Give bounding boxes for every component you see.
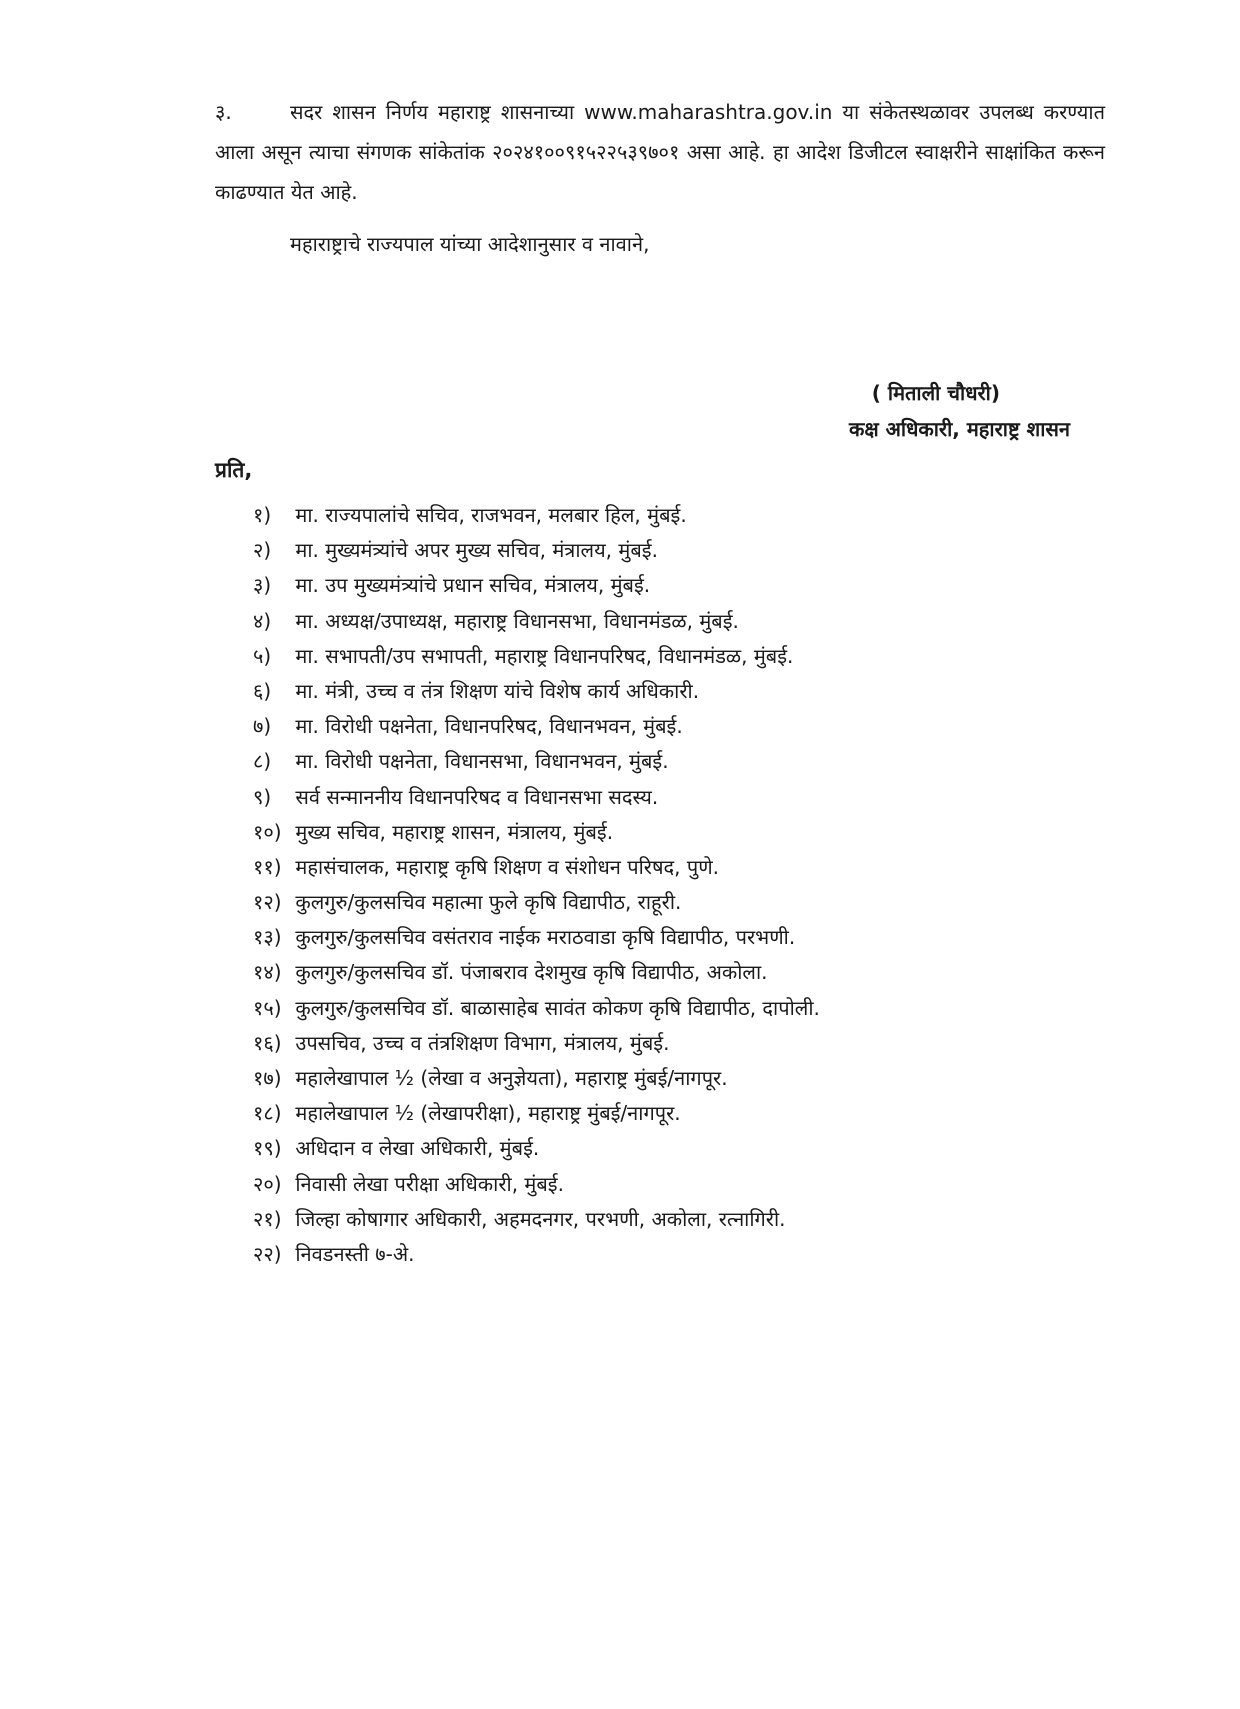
- recipient-text: सर्व सन्माननीय विधानपरिषद व विधानसभा सदस्य.: [295, 784, 659, 809]
- paragraph-3: [215, 92, 1105, 212]
- recipients-heading: प्रति,: [215, 458, 253, 482]
- recipient-number: ११): [253, 854, 282, 879]
- recipient-number: २०): [253, 1171, 282, 1196]
- recipient-number: ५): [253, 643, 272, 668]
- recipient-number: १): [253, 503, 272, 527]
- recipient-text: कुलगुरु/कुलसचिव महात्मा फुले कृषि विद्यापीठ, राहूरी.: [295, 890, 682, 915]
- recipient-item: [253, 815, 820, 850]
- recipient-text: मा. मंत्री, उच्च व तंत्र शिक्षण यांचे विशेष कार्य अधिकारी.: [295, 678, 700, 703]
- recipient-text: अधिदान व लेखा अधिकारी, मुंबई.: [295, 1136, 540, 1161]
- recipient-number: २२): [253, 1241, 282, 1266]
- recipient-text: उपसचिव, उच्च व तंत्रशिक्षण विभाग, मंत्रालय, मुंबई.: [295, 1030, 670, 1055]
- recipient-text: मा. उप मुख्यमंत्र्यांचे प्रधान सचिव, मंत्रालय, मुंबई.: [295, 573, 651, 598]
- recipient-text: महालेखापाल ½ (लेखा व अनुज्ञेयता), महाराष्ट्र मुंबई/नागपूर.: [295, 1066, 728, 1090]
- recipient-number: ८): [253, 749, 272, 774]
- recipient-number: १७): [253, 1066, 282, 1090]
- recipient-text: मा. सभापती/उप सभापती, महाराष्ट्र विधानपरिषद, विधानमंडळ, मुंबई.: [295, 643, 794, 668]
- recipient-item: [253, 780, 820, 815]
- recipient-number: १८): [253, 1101, 282, 1126]
- recipient-item: [253, 1026, 820, 1061]
- signatory-name: ( मिताली चौधरी): [871, 381, 1000, 405]
- recipient-text: निवासी लेखा परीक्षा अधिकारी, मुंबई.: [295, 1171, 564, 1196]
- recipient-item: [253, 674, 820, 709]
- recipient-text: मुख्य सचिव, महाराष्ट्र शासन, मंत्रालय, मुंबई.: [295, 819, 614, 844]
- recipient-number: १४): [253, 960, 282, 985]
- recipient-text: मा. अध्यक्ष/उपाध्यक्ष, महाराष्ट्र विधानसभा, विधानमंडळ, मुंबई.: [295, 608, 739, 633]
- recipient-number: १६): [253, 1030, 282, 1055]
- recipient-text: कुलगुरु/कुलसचिव डॉ. बाळासाहेब सावंत कोकण कृषि विद्यापीठ, दापोली.: [295, 995, 820, 1020]
- recipient-number: ९): [253, 784, 272, 809]
- recipient-text: मा. मुख्यमंत्र्यांचे अपर मुख्य सचिव, मंत्रालय, मुंबई.: [295, 538, 658, 563]
- recipient-item: [253, 744, 820, 779]
- recipient-text: मा. राज्यपालांचे सचिव, राजभवन, मलबार हिल, मुंबई.: [295, 503, 687, 527]
- recipient-number: ७): [253, 714, 272, 739]
- recipient-item: [253, 498, 820, 533]
- governor-order-line: महाराष्ट्राचे राज्यपाल यांच्या आदेशानुसार व नावाने,: [290, 232, 650, 256]
- signatory-designation: कक्ष अधिकारी, महाराष्ट्र शासन: [848, 417, 1070, 441]
- recipient-number: २): [253, 538, 272, 563]
- recipient-item: [253, 709, 820, 744]
- recipient-text: निवडनस्ती ७-अे.: [295, 1241, 415, 1266]
- recipient-number: १५): [253, 995, 282, 1020]
- recipients-list: [253, 498, 820, 1272]
- recipient-text: मा. विरोधी पक्षनेता, विधानसभा, विधानभवन, मुंबई.: [295, 749, 669, 774]
- recipient-number: ६): [253, 678, 272, 703]
- recipient-item: [253, 1131, 820, 1166]
- recipient-item: [253, 533, 820, 568]
- recipient-number: २१): [253, 1206, 282, 1231]
- recipient-number: १९): [253, 1136, 282, 1161]
- recipient-text: महालेखापाल ½ (लेखापरीक्षा), महाराष्ट्र मुंबई/नागपूर.: [295, 1101, 681, 1126]
- recipient-item: [253, 920, 820, 955]
- recipient-item: [253, 885, 820, 920]
- recipient-number: १२): [253, 890, 282, 915]
- recipient-number: १०): [253, 819, 282, 844]
- recipient-text: जिल्हा कोषागार अधिकारी, अहमदनगर, परभणी, अकोला, रत्नागिरी.: [295, 1206, 786, 1231]
- paragraph-number: ३.: [215, 100, 232, 124]
- recipient-item: [253, 639, 820, 674]
- recipient-item: [253, 850, 820, 885]
- recipient-number: १३): [253, 925, 282, 950]
- recipient-item: [253, 604, 820, 639]
- paragraph-text: सदर शासन निर्णय महाराष्ट्र शासनाच्या www.maharashtra.gov.in या संकेतस्थळावर उपलब्ध करण्यात आला असून त्याचा संगणक सांकेतांक २०२४१००९१५२२५३९७०१ असा आहे. हा आदेश डिजीटल स्वाक्षरीने साक्षांकित करून काढण्यात येत आहे.: [215, 100, 1105, 204]
- recipient-item: [253, 1096, 820, 1131]
- recipient-text: मा. विरोधी पक्षनेता, विधानपरिषद, विधानभवन, मुंबई.: [295, 714, 683, 739]
- recipient-item: [253, 991, 820, 1026]
- recipient-item: [253, 955, 820, 990]
- recipient-item: [253, 1167, 820, 1202]
- recipient-number: ३): [253, 573, 272, 598]
- recipient-text: कुलगुरु/कुलसचिव वसंतराव नाईक मराठवाडा कृषि विद्यापीठ, परभणी.: [295, 925, 796, 950]
- recipient-number: ४): [253, 608, 272, 633]
- recipient-text: कुलगुरु/कुलसचिव डॉ. पंजाबराव देशमुख कृषि विद्यापीठ, अकोला.: [295, 960, 768, 985]
- recipient-item: [253, 1061, 820, 1096]
- recipient-item: [253, 568, 820, 603]
- recipient-item: [253, 1202, 820, 1237]
- recipient-item: [253, 1237, 820, 1272]
- recipient-text: महासंचालक, महाराष्ट्र कृषि शिक्षण व संशोधन परिषद, पुणे.: [295, 854, 720, 879]
